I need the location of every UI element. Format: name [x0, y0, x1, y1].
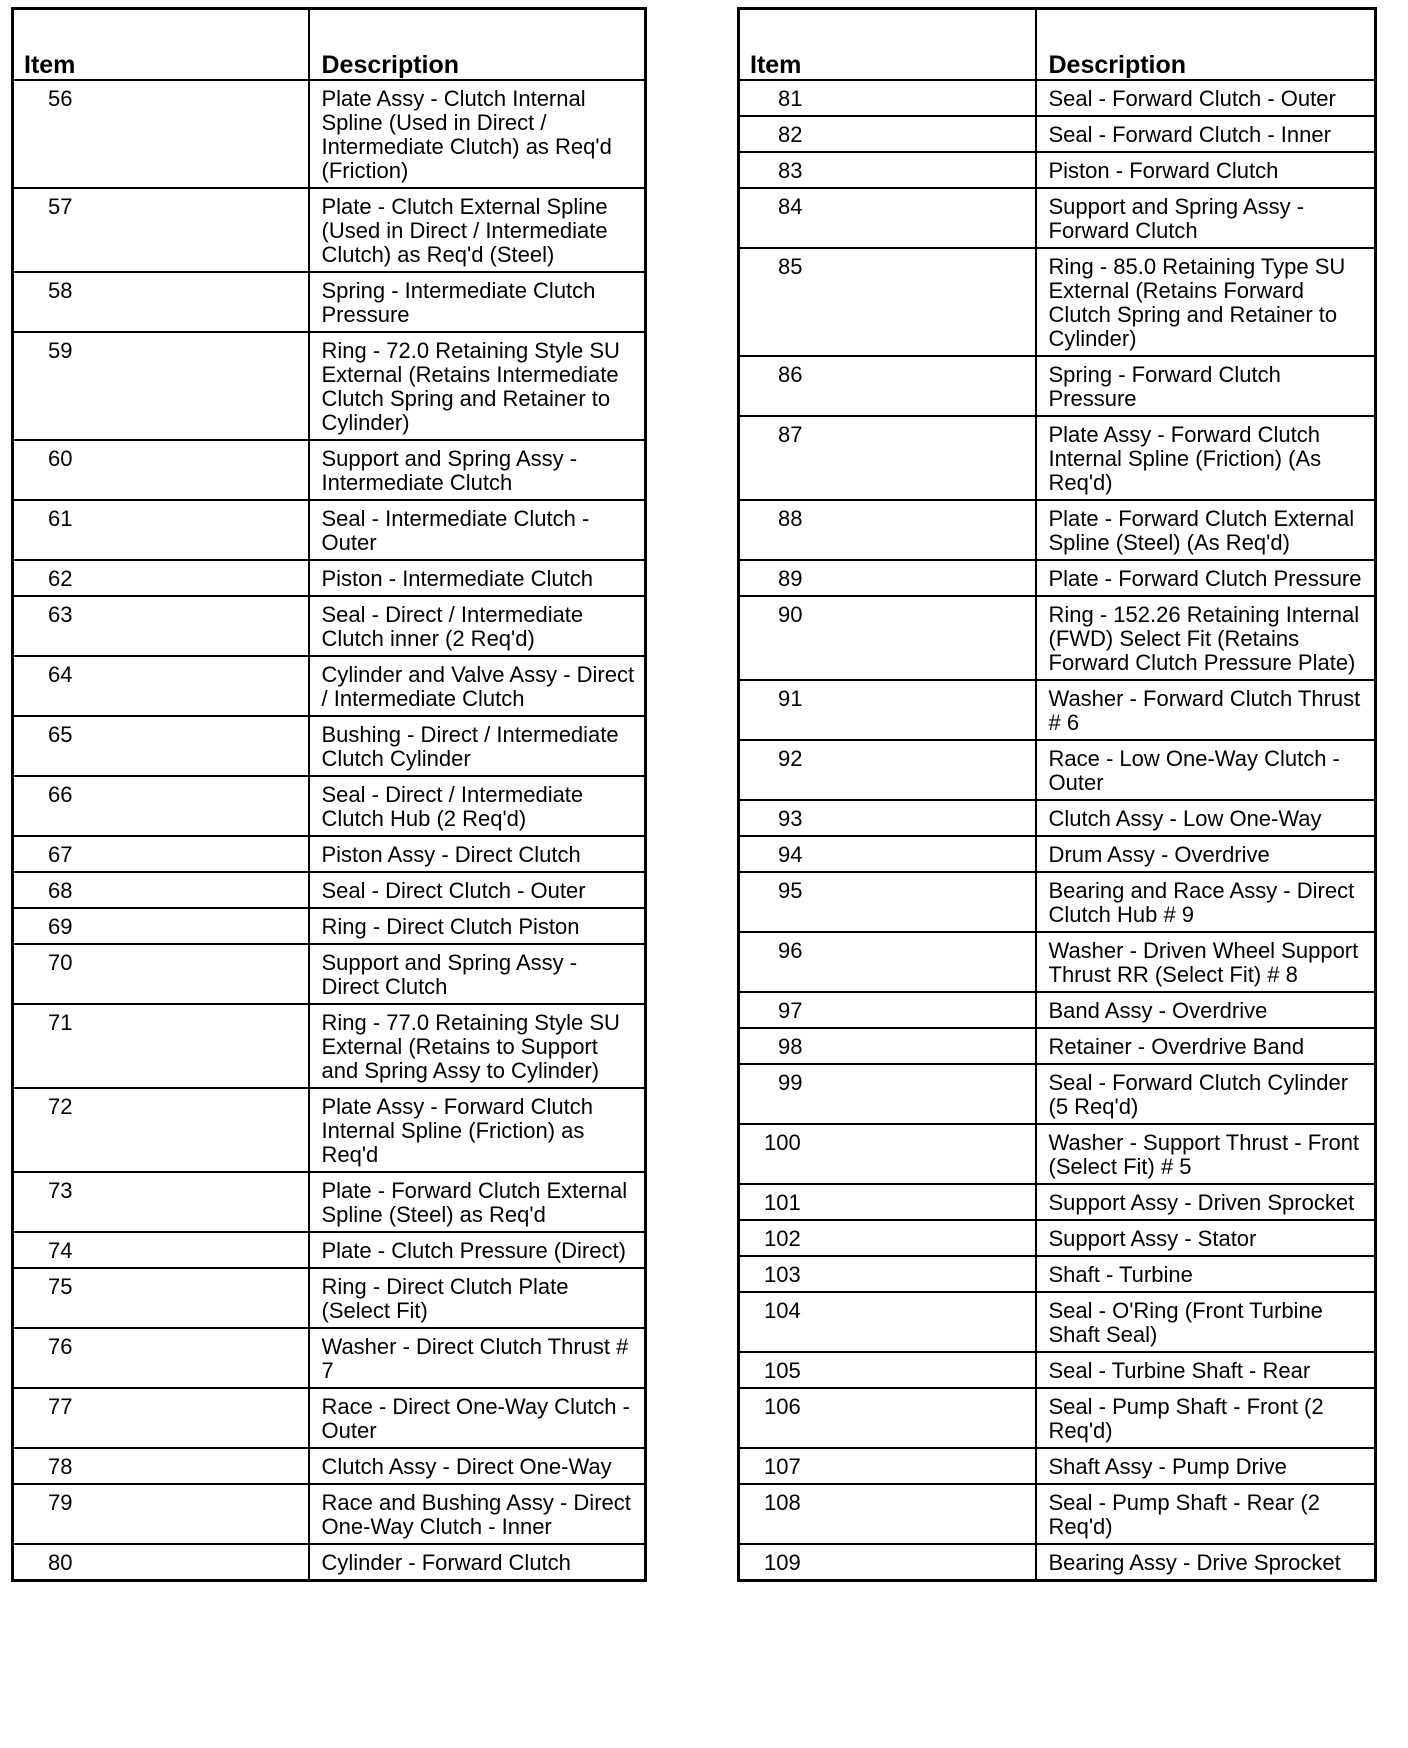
- item-number: 92: [739, 740, 1036, 800]
- table-row: [13, 776, 646, 836]
- item-description: Race - Direct One-Way Clutch - Outer: [309, 1388, 646, 1448]
- item-description: Plate - Clutch Pressure (Direct): [309, 1232, 646, 1268]
- table-row: [739, 1544, 1376, 1581]
- item-number: 64: [13, 656, 309, 716]
- item-description: Seal - O'Ring (Front Turbine Shaft Seal): [1036, 1292, 1376, 1352]
- item-number: 83: [739, 152, 1036, 188]
- item-number: 68: [13, 872, 309, 908]
- item-description: Seal - Pump Shaft - Front (2 Req'd): [1036, 1388, 1376, 1448]
- parts-rows-right: [739, 80, 1376, 1581]
- item-description: Spring - Intermediate Clutch Pressure: [309, 272, 646, 332]
- item-description: Seal - Direct / Intermediate Clutch inner (2 Req'd): [309, 596, 646, 656]
- table-row: [13, 908, 646, 944]
- item-description: Retainer - Overdrive Band: [1036, 1028, 1376, 1064]
- item-description: Bearing Assy - Drive Sprocket: [1036, 1544, 1376, 1581]
- item-number: 99: [739, 1064, 1036, 1124]
- table-row: [739, 740, 1376, 800]
- item-number: 102: [739, 1220, 1036, 1256]
- item-description: Clutch Assy - Direct One-Way: [309, 1448, 646, 1484]
- item-number: 77: [13, 1388, 309, 1448]
- item-description: Support Assy - Stator: [1036, 1220, 1376, 1256]
- table-row: [13, 944, 646, 1004]
- item-description: Band Assy - Overdrive: [1036, 992, 1376, 1028]
- item-number: 82: [739, 116, 1036, 152]
- item-description: Plate Assy - Forward Clutch Internal Spline (Friction) as Req'd: [309, 1088, 646, 1172]
- table-row: [739, 596, 1376, 680]
- item-description: Seal - Turbine Shaft - Rear: [1036, 1352, 1376, 1388]
- table-row: [739, 116, 1376, 152]
- item-description: Cylinder and Valve Assy - Direct / Intermediate Clutch: [309, 656, 646, 716]
- table-row: [13, 1544, 646, 1581]
- item-description: Seal - Intermediate Clutch - Outer: [309, 500, 646, 560]
- table-row: [739, 500, 1376, 560]
- parts-table-right: [737, 7, 1377, 1582]
- description-header: Description: [1036, 9, 1376, 81]
- item-description: Shaft Assy - Pump Drive: [1036, 1448, 1376, 1484]
- table-row: [739, 1184, 1376, 1220]
- item-number: 91: [739, 680, 1036, 740]
- item-description: Support and Spring Assy - Direct Clutch: [309, 944, 646, 1004]
- item-description: Race - Low One-Way Clutch - Outer: [1036, 740, 1376, 800]
- table-row: [739, 416, 1376, 500]
- item-number: 101: [739, 1184, 1036, 1220]
- table-row: [739, 1448, 1376, 1484]
- table-row: [13, 188, 646, 272]
- item-description: Shaft - Turbine: [1036, 1256, 1376, 1292]
- table-row: [13, 272, 646, 332]
- header-row: [13, 9, 646, 81]
- item-description: Seal - Pump Shaft - Rear (2 Req'd): [1036, 1484, 1376, 1544]
- item-number: 97: [739, 992, 1036, 1028]
- table-row: [13, 1268, 646, 1328]
- table-row: [13, 500, 646, 560]
- item-number: 105: [739, 1352, 1036, 1388]
- item-description: Plate - Forward Clutch External Spline (Steel) (As Req'd): [1036, 500, 1376, 560]
- item-description: Piston - Forward Clutch: [1036, 152, 1376, 188]
- item-number: 109: [739, 1544, 1036, 1581]
- table-row: [739, 872, 1376, 932]
- item-description: Ring - 77.0 Retaining Style SU External (Retains to Support and Spring Assy to Cylinder): [309, 1004, 646, 1088]
- item-number: 81: [739, 80, 1036, 116]
- table-row: [739, 80, 1376, 116]
- item-description: Support Assy - Driven Sprocket: [1036, 1184, 1376, 1220]
- table-row: [13, 1088, 646, 1172]
- table-row: [739, 1064, 1376, 1124]
- item-number: 58: [13, 272, 309, 332]
- item-number: 66: [13, 776, 309, 836]
- item-number: 56: [13, 80, 309, 188]
- table-row: [739, 248, 1376, 356]
- item-description: Seal - Direct / Intermediate Clutch Hub (2 Req'd): [309, 776, 646, 836]
- table-row: [739, 1256, 1376, 1292]
- table-row: [739, 680, 1376, 740]
- item-description: Clutch Assy - Low One-Way: [1036, 800, 1376, 836]
- table-row: [739, 992, 1376, 1028]
- item-description: Plate - Forward Clutch Pressure: [1036, 560, 1376, 596]
- item-number: 84: [739, 188, 1036, 248]
- table-row: [739, 1484, 1376, 1544]
- table-row: [739, 1352, 1376, 1388]
- table-row: [739, 800, 1376, 836]
- item-number: 70: [13, 944, 309, 1004]
- item-description: Bearing and Race Assy - Direct Clutch Hub # 9: [1036, 872, 1376, 932]
- item-description: Seal - Forward Clutch Cylinder (5 Req'd): [1036, 1064, 1376, 1124]
- table-row: [13, 332, 646, 440]
- item-number: 59: [13, 332, 309, 440]
- item-description: Seal - Forward Clutch - Inner: [1036, 116, 1376, 152]
- table-row: [739, 1220, 1376, 1256]
- table-row: [13, 1232, 646, 1268]
- item-description: Support and Spring Assy - Intermediate Clutch: [309, 440, 646, 500]
- item-description: Ring - Direct Clutch Plate (Select Fit): [309, 1268, 646, 1328]
- item-number: 100: [739, 1124, 1036, 1184]
- description-header: Description: [309, 9, 646, 81]
- item-number: 96: [739, 932, 1036, 992]
- item-number: 89: [739, 560, 1036, 596]
- item-description: Plate - Clutch External Spline (Used in Direct / Intermediate Clutch) as Req'd (Steel): [309, 188, 646, 272]
- table-row: [739, 152, 1376, 188]
- table-row: [13, 80, 646, 188]
- item-number: 63: [13, 596, 309, 656]
- item-number: 61: [13, 500, 309, 560]
- table-row: [739, 932, 1376, 992]
- item-number: 108: [739, 1484, 1036, 1544]
- table-row: [739, 356, 1376, 416]
- item-number: 78: [13, 1448, 309, 1484]
- item-description: Ring - 85.0 Retaining Type SU External (Retains Forward Clutch Spring and Retainer to Cylinder): [1036, 248, 1376, 356]
- table-row: [13, 560, 646, 596]
- item-description: Washer - Driven Wheel Support Thrust RR (Select Fit) # 8: [1036, 932, 1376, 992]
- item-description: Support and Spring Assy - Forward Clutch: [1036, 188, 1376, 248]
- table-row: [13, 656, 646, 716]
- item-number: 62: [13, 560, 309, 596]
- parts-table-left: [11, 7, 647, 1582]
- table-row: [13, 1484, 646, 1544]
- item-number: 107: [739, 1448, 1036, 1484]
- item-number: 98: [739, 1028, 1036, 1064]
- table-row: [13, 1448, 646, 1484]
- item-number: 85: [739, 248, 1036, 356]
- item-number: 87: [739, 416, 1036, 500]
- item-number: 67: [13, 836, 309, 872]
- table-row: [13, 1172, 646, 1232]
- item-description: Ring - Direct Clutch Piston: [309, 908, 646, 944]
- table-row: [739, 560, 1376, 596]
- item-number: 69: [13, 908, 309, 944]
- item-description: Ring - 72.0 Retaining Style SU External (Retains Intermediate Clutch Spring and Retainer to Cylinder): [309, 332, 646, 440]
- item-number: 103: [739, 1256, 1036, 1292]
- item-description: Ring - 152.26 Retaining Internal (FWD) Select Fit (Retains Forward Clutch Pressure Plate): [1036, 596, 1376, 680]
- item-description: Washer - Forward Clutch Thrust # 6: [1036, 680, 1376, 740]
- item-number: 104: [739, 1292, 1036, 1352]
- table-row: [739, 1388, 1376, 1448]
- table-row: [13, 1004, 646, 1088]
- item-number: 79: [13, 1484, 309, 1544]
- table-row: [739, 1028, 1376, 1064]
- item-description: Plate - Forward Clutch External Spline (Steel) as Req'd: [309, 1172, 646, 1232]
- item-description: Drum Assy - Overdrive: [1036, 836, 1376, 872]
- item-description: Cylinder - Forward Clutch: [309, 1544, 646, 1581]
- item-number: 93: [739, 800, 1036, 836]
- item-description: Piston - Intermediate Clutch: [309, 560, 646, 596]
- item-number: 80: [13, 1544, 309, 1581]
- table-row: [739, 1124, 1376, 1184]
- item-number: 95: [739, 872, 1036, 932]
- item-description: Spring - Forward Clutch Pressure: [1036, 356, 1376, 416]
- item-number: 60: [13, 440, 309, 500]
- item-number: 71: [13, 1004, 309, 1088]
- table-row: [13, 440, 646, 500]
- item-description: Plate Assy - Clutch Internal Spline (Used in Direct / Intermediate Clutch) as Req'd (Friction): [309, 80, 646, 188]
- item-description: Piston Assy - Direct Clutch: [309, 836, 646, 872]
- parts-rows-left: [13, 80, 646, 1581]
- item-description: Race and Bushing Assy - Direct One-Way Clutch - Inner: [309, 1484, 646, 1544]
- table-row: [739, 1292, 1376, 1352]
- table-row: [13, 1388, 646, 1448]
- item-description: Bushing - Direct / Intermediate Clutch Cylinder: [309, 716, 646, 776]
- table-row: [13, 872, 646, 908]
- item-header: Item: [13, 9, 309, 81]
- item-number: 72: [13, 1088, 309, 1172]
- item-number: 86: [739, 356, 1036, 416]
- item-number: 75: [13, 1268, 309, 1328]
- item-number: 76: [13, 1328, 309, 1388]
- item-header: Item: [739, 9, 1036, 81]
- item-number: 65: [13, 716, 309, 776]
- table-row: [739, 836, 1376, 872]
- table-row: [13, 716, 646, 776]
- item-number: 88: [739, 500, 1036, 560]
- item-number: 73: [13, 1172, 309, 1232]
- item-number: 106: [739, 1388, 1036, 1448]
- header-row: [739, 9, 1376, 81]
- item-description: Seal - Forward Clutch - Outer: [1036, 80, 1376, 116]
- item-description: Seal - Direct Clutch - Outer: [309, 872, 646, 908]
- table-row: [739, 188, 1376, 248]
- item-number: 94: [739, 836, 1036, 872]
- item-number: 57: [13, 188, 309, 272]
- item-description: Plate Assy - Forward Clutch Internal Spline (Friction) (As Req'd): [1036, 416, 1376, 500]
- table-row: [13, 596, 646, 656]
- table-row: [13, 836, 646, 872]
- item-number: 74: [13, 1232, 309, 1268]
- item-description: Washer - Support Thrust - Front (Select Fit) # 5: [1036, 1124, 1376, 1184]
- item-number: 90: [739, 596, 1036, 680]
- table-row: [13, 1328, 646, 1388]
- item-description: Washer - Direct Clutch Thrust # 7: [309, 1328, 646, 1388]
